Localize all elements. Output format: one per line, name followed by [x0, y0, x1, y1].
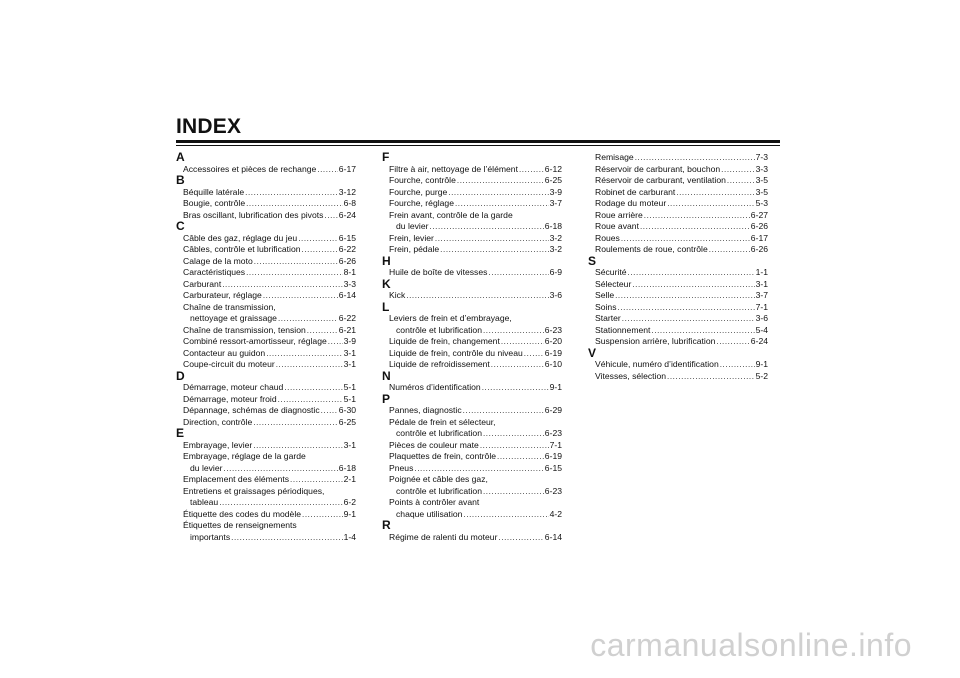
dot-leader [720, 359, 755, 371]
entry-text: contrôle et lubrification [396, 428, 482, 438]
index-entry [382, 164, 562, 176]
dot-leader [497, 451, 544, 463]
index-entry [176, 256, 356, 268]
index-entry [588, 313, 768, 325]
dot-leader [524, 348, 544, 360]
index-entry [382, 336, 562, 348]
entry-text: Liquide de frein, changement [389, 336, 500, 346]
page-number: 6-17 [338, 163, 356, 174]
dot-leader [491, 359, 544, 371]
index-entry [588, 187, 768, 199]
page-number: 9-1 [549, 382, 562, 392]
entry-text: Roue avant [595, 221, 639, 231]
index-entry [176, 290, 356, 302]
entry-text: Roue arrière [595, 209, 643, 220]
index-entry [382, 440, 562, 452]
index-entry [382, 532, 562, 544]
page-number: 6-18 [338, 462, 356, 473]
page-number: 6-8 [343, 198, 356, 208]
dot-leader [321, 405, 338, 417]
dot-leader [263, 290, 338, 302]
entry-text: Pannes, diagnostic [389, 405, 462, 415]
page-number: 3-1 [343, 359, 356, 369]
entry-text: Robinet de carburant [595, 186, 676, 197]
index-entry [176, 198, 356, 210]
dot-leader [253, 417, 338, 429]
index-letter-b: B [176, 173, 185, 187]
index-letter-c: C [176, 219, 185, 233]
dot-leader [667, 371, 755, 383]
entry-text: nettoyage et graissage [190, 313, 277, 323]
page-number: 6-12 [544, 163, 562, 174]
index-entry [382, 187, 562, 199]
entry-text: Liquide de refroidissement [389, 359, 490, 369]
index-entry [588, 290, 768, 302]
dot-leader [622, 313, 755, 325]
dot-leader [632, 279, 754, 291]
dot-leader [628, 267, 755, 279]
index-entry [176, 440, 356, 452]
entry-text: Accessoires et pièces de rechange [183, 163, 317, 174]
index-entry [588, 325, 768, 337]
dot-leader [727, 175, 755, 187]
page-number: 7-1 [549, 439, 562, 450]
page-number: 3-1 [343, 439, 356, 450]
entry-text: Bras oscillant, lubrification des pivots [183, 209, 324, 220]
dot-leader [284, 382, 342, 394]
index-entry [176, 451, 356, 474]
page-number: 6-15 [544, 462, 562, 473]
entry-text: Soins [595, 301, 617, 312]
page-number: 6-14 [338, 290, 356, 300]
entry-text: Huile de boîte de vitesses [389, 267, 488, 277]
index-entry [176, 417, 356, 429]
dot-leader [246, 267, 342, 279]
entry-text: Démarrage, moteur froid [183, 393, 277, 404]
entry-text: Filtre à air, nettoyage de l’élément [389, 163, 518, 174]
page-number: 6-22 [338, 244, 356, 254]
page-number: 2-1 [343, 474, 356, 484]
entry-text: importants [190, 531, 231, 542]
index-column-2 [382, 152, 562, 543]
dot-leader [640, 221, 750, 233]
dot-leader [266, 348, 342, 360]
entry-text: du levier [190, 462, 223, 473]
page-number: 5-2 [755, 370, 768, 381]
index-letter-r: R [382, 518, 391, 532]
page-number: 6-18 [544, 221, 562, 231]
dot-leader [463, 509, 548, 521]
entry-text: Carburant [183, 278, 222, 289]
page-number: 3-7 [549, 198, 562, 208]
index-letter-e: E [176, 426, 185, 440]
dot-leader [448, 187, 548, 199]
entry-text: Sélecteur [595, 278, 632, 289]
dot-leader [457, 175, 544, 187]
entry-text: Sécurité [595, 267, 627, 277]
dot-leader [483, 325, 544, 337]
page-number: 4-2 [549, 508, 562, 519]
page-number: 6-23 [544, 324, 562, 335]
entry-text: contrôle et lubrification [396, 485, 482, 496]
page-number: 6-9 [549, 267, 562, 277]
index-entry [588, 198, 768, 210]
index-entry [588, 210, 768, 222]
entry-text: Frein, pédale [389, 244, 440, 254]
dot-leader [463, 405, 544, 417]
index-column-1 [176, 152, 356, 543]
page-number: 3-9 [343, 336, 356, 346]
index-letter-h: H [382, 253, 391, 268]
entry-text: Fourche, contrôle [389, 175, 456, 185]
dot-leader [302, 244, 338, 256]
entry-text: Béquille latérale [183, 186, 245, 197]
index-entry [382, 313, 562, 336]
index-letter-a: A [176, 150, 185, 164]
entry-text: Carburateur, réglage [183, 290, 262, 300]
page-number: 3-6 [549, 290, 562, 300]
entry-text: Chaîne de transmission, tension [183, 324, 306, 335]
page-number: 6-29 [544, 405, 562, 415]
entry-text: Pédale de frein et sélecteur, [389, 416, 496, 427]
dot-leader [483, 486, 544, 498]
index-entry [382, 497, 562, 520]
page-number: 6-14 [544, 531, 562, 542]
entry-text: Réservoir de carburant, ventilation [595, 175, 726, 185]
index-entry [588, 267, 768, 279]
index-entry [382, 359, 562, 371]
dot-leader [709, 244, 750, 256]
entry-text: Remisage [595, 152, 634, 162]
page-number: 7-1 [755, 301, 768, 312]
entry-text: Entretiens et graissages périodiques, [183, 485, 325, 496]
dot-leader [253, 440, 342, 452]
entry-text: Chaîne de transmission, [183, 301, 276, 312]
index-entry [382, 417, 562, 440]
watermark: carmanualsonline.info [590, 627, 912, 663]
title-rule [176, 140, 780, 146]
page-number: 6-24 [750, 336, 768, 346]
dot-leader [455, 198, 549, 210]
page-number: 6-30 [338, 405, 356, 415]
page-title: INDEX [176, 115, 242, 138]
entry-text: Frein, levier [389, 232, 434, 243]
entry-text: Points à contrôler avant [389, 497, 480, 507]
dot-leader [618, 302, 755, 314]
dot-leader [317, 164, 338, 176]
dot-leader [635, 152, 755, 164]
index-entry [176, 325, 356, 337]
entry-text: Pièces de couleur mate [389, 439, 479, 450]
entry-text: Poignée et câble des gaz, [389, 474, 488, 484]
entry-text: Étiquettes de renseignements [183, 520, 297, 530]
index-entry [176, 279, 356, 291]
entry-text: Suspension arrière, lubrification [595, 336, 716, 346]
page-number: 9-1 [343, 508, 356, 519]
page-number: 3-2 [549, 232, 562, 243]
dot-leader [621, 233, 750, 245]
page-number: 6-20 [544, 336, 562, 346]
index-entry [588, 152, 768, 164]
entry-text: Liquide de frein, contrôle du niveau [389, 347, 523, 358]
index-entry [176, 267, 356, 279]
entry-text: Kick [389, 290, 406, 300]
page-number: 3-2 [549, 244, 562, 254]
page-number: 6-15 [338, 232, 356, 243]
index-entry [176, 405, 356, 417]
index-entry [588, 336, 768, 348]
dot-leader [324, 210, 337, 222]
page-number: 3-9 [549, 186, 562, 197]
entry-text: Stationnement [595, 324, 651, 335]
page-number: 3-7 [755, 290, 768, 300]
index-entry [382, 290, 562, 302]
page-number: 1-1 [755, 267, 768, 277]
index-letter-f: F [382, 150, 390, 164]
entry-text: Caractéristiques [183, 267, 246, 277]
entry-text: Régime de ralenti du moteur [389, 531, 498, 542]
index-entry [588, 279, 768, 291]
entry-text: Direction, contrôle [183, 416, 253, 427]
entry-text: tableau [190, 497, 219, 507]
index-entry [588, 175, 768, 187]
index-entry [176, 336, 356, 348]
page-number: 6-10 [544, 359, 562, 369]
dot-leader [501, 336, 544, 348]
entry-text: Roues [595, 232, 620, 243]
entry-text: Calage de la moto [183, 255, 253, 266]
dot-leader [676, 187, 754, 199]
dot-leader [307, 325, 338, 337]
index-entry [382, 244, 562, 256]
dot-leader [721, 164, 754, 176]
dot-leader [246, 198, 342, 210]
page-number: 3-12 [338, 186, 356, 197]
page-number: 6-21 [338, 324, 356, 335]
index-entry [588, 221, 768, 233]
index-entry [382, 198, 562, 210]
entry-text: Câbles, contrôle et lubrification [183, 244, 301, 254]
index-entry [382, 451, 562, 463]
dot-leader [298, 233, 338, 245]
index-entry [176, 348, 356, 360]
dot-leader [222, 279, 342, 291]
entry-text: Dépannage, schémas de diagnostic [183, 405, 320, 415]
index-entry [588, 371, 768, 383]
entry-text: Emplacement des éléments [183, 474, 290, 484]
entry-text: Embrayage, réglage de la garde [183, 451, 306, 461]
page-number: 6-24 [338, 209, 356, 220]
index-entry [588, 233, 768, 245]
dot-leader [276, 359, 343, 371]
index-letter-l: L [382, 299, 390, 314]
page-number: 7-3 [755, 152, 768, 162]
index-entry [176, 302, 356, 325]
entry-text: Vitesses, sélection [595, 370, 667, 381]
index-entry [382, 405, 562, 417]
dot-leader [498, 532, 543, 544]
page-number: 6-27 [750, 209, 768, 220]
dot-leader [488, 267, 548, 279]
entry-text: contrôle et lubrification [396, 324, 482, 335]
dot-leader [667, 198, 754, 210]
page-number: 6-25 [338, 416, 356, 427]
index-entry [176, 474, 356, 486]
index-letter-k: K [382, 276, 391, 291]
entry-text: Fourche, purge [389, 186, 448, 197]
index-entry [176, 359, 356, 371]
dot-leader [302, 509, 343, 521]
page-number: 6-26 [338, 255, 356, 266]
dot-leader [231, 532, 342, 544]
dot-leader [406, 290, 548, 302]
dot-leader [644, 210, 750, 222]
page-number: 6-22 [338, 313, 356, 323]
index-entry [588, 359, 768, 371]
index-entry [382, 474, 562, 497]
page-number: 3-5 [755, 175, 768, 185]
index-entry [176, 486, 356, 509]
page-number: 3-3 [755, 163, 768, 174]
index-letter-d: D [176, 368, 185, 383]
dot-leader [219, 497, 342, 509]
dot-leader [615, 290, 754, 302]
dot-leader [440, 244, 548, 256]
index-entry [176, 210, 356, 222]
page-number: 6-2 [343, 497, 356, 507]
index-letter-n: N [382, 368, 391, 383]
index-entry [382, 463, 562, 475]
page-number: 3-1 [343, 347, 356, 358]
index-entry [176, 244, 356, 256]
index-entry [382, 382, 562, 394]
entry-text: Bougie, contrôle [183, 198, 246, 208]
entry-text: Embrayage, levier [183, 439, 253, 450]
index-entry [588, 164, 768, 176]
entry-text: Leviers de frein et d’embrayage, [389, 313, 512, 323]
entry-text: Réservoir de carburant, bouchon [595, 163, 721, 174]
page-number: 6-26 [750, 221, 768, 231]
dot-leader [223, 463, 337, 475]
entry-text: Plaquettes de frein, contrôle [389, 451, 497, 461]
dot-leader [483, 428, 544, 440]
entry-text: Démarrage, moteur chaud [183, 382, 284, 392]
entry-text: chaque utilisation [396, 508, 463, 519]
index-entry [382, 210, 562, 233]
dot-leader [429, 221, 543, 233]
page-number: 6-23 [544, 428, 562, 438]
entry-text: Véhicule, numéro d’identification [595, 359, 719, 369]
dot-leader [651, 325, 754, 337]
entry-text: Roulements de roue, contrôle [595, 244, 708, 254]
page-number: 8-1 [343, 267, 356, 277]
index-entry [382, 175, 562, 187]
entry-text: Étiquette des codes du modèle [183, 508, 302, 519]
entry-text: Selle [595, 290, 615, 300]
index-entry [176, 164, 356, 176]
page-number: 6-23 [544, 485, 562, 496]
dot-leader [328, 336, 343, 348]
dot-leader [519, 164, 544, 176]
page-number: 9-1 [755, 359, 768, 369]
index-entry [176, 394, 356, 406]
page-number: 5-1 [343, 382, 356, 392]
index-entry [176, 187, 356, 199]
entry-text: Fourche, réglage [389, 198, 454, 208]
dot-leader [414, 463, 543, 475]
page-number: 3-3 [343, 278, 356, 289]
index-letter-v: V [588, 345, 597, 360]
index-entry [176, 520, 356, 543]
page-number: 3-5 [755, 186, 768, 197]
index-entry [588, 302, 768, 314]
index-entry [176, 382, 356, 394]
entry-text: Numéros d’identification [389, 382, 481, 392]
page-number: 5-4 [755, 324, 768, 335]
page-number: 3-6 [755, 313, 768, 323]
dot-leader [435, 233, 549, 245]
index-letter-p: P [382, 391, 391, 406]
page-number: 5-3 [755, 198, 768, 208]
entry-text: Coupe-circuit du moteur [183, 359, 275, 369]
page-number: 6-25 [544, 175, 562, 185]
page-number: 3-1 [755, 278, 768, 289]
dot-leader [254, 256, 338, 268]
entry-text: Starter [595, 313, 621, 323]
page-number: 6-17 [750, 232, 768, 243]
index-column-3 [588, 152, 768, 382]
dot-leader [278, 394, 343, 406]
entry-text: Frein avant, contrôle de la garde [389, 209, 513, 220]
dot-leader [245, 187, 338, 199]
dot-leader [278, 313, 338, 325]
dot-leader [482, 382, 549, 394]
entry-text: Pneus [389, 462, 414, 473]
page-number: 6-19 [544, 347, 562, 358]
index-entry [382, 233, 562, 245]
index-entry [588, 244, 768, 256]
dot-leader [480, 440, 549, 452]
index-entry [382, 267, 562, 279]
index-entry [382, 348, 562, 360]
index-entry [176, 509, 356, 521]
entry-text: Rodage du moteur [595, 198, 667, 208]
entry-text: Contacteur au guidon [183, 347, 266, 358]
index-entry [176, 233, 356, 245]
page-number: 1-4 [343, 531, 356, 542]
dot-leader [716, 336, 749, 348]
entry-text: du levier [396, 221, 429, 231]
entry-text: Câble des gaz, réglage du jeu [183, 232, 298, 243]
dot-leader [290, 474, 343, 486]
entry-text: Combiné ressort-amortisseur, réglage [183, 336, 327, 346]
page-number: 6-19 [544, 451, 562, 461]
page-number: 5-1 [343, 393, 356, 404]
index-letter-s: S [588, 253, 597, 268]
page-number: 6-26 [750, 244, 768, 254]
